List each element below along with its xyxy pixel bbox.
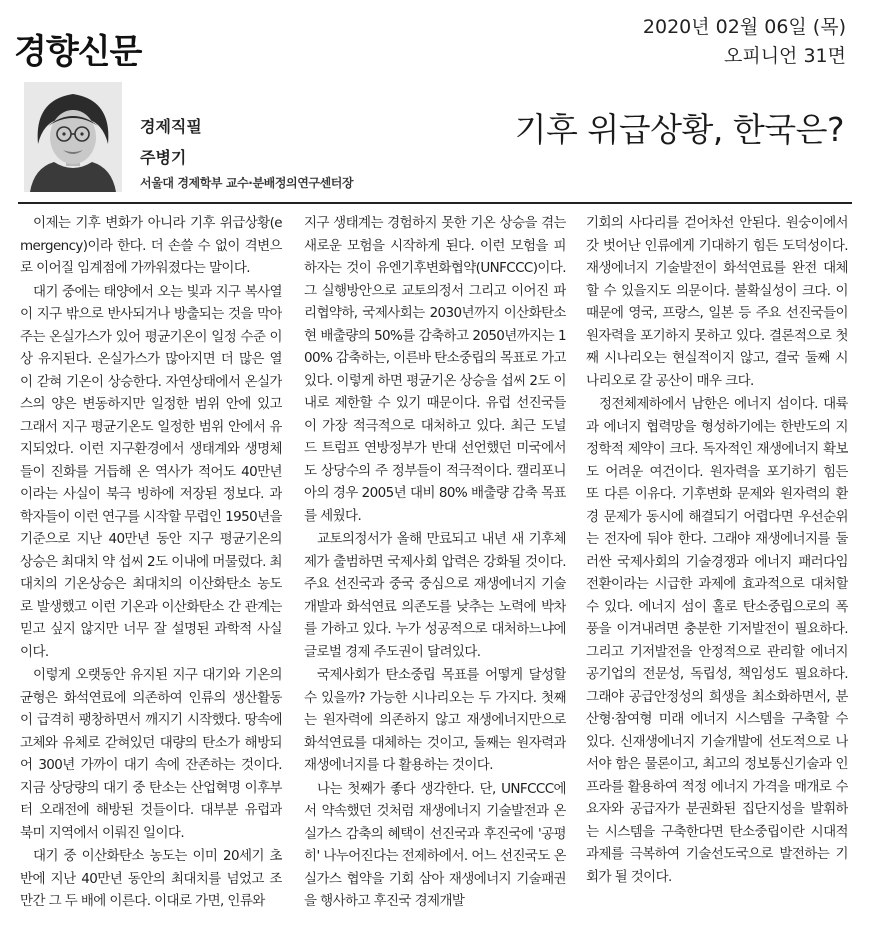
article-body	[20, 212, 858, 934]
paragraph: 지구 생태계는 경험하지 못한 기온 상승을 겪는 새로운 모험을 시작하게 된다. 이런 모험을 피하자는 것이 유엔기후변화협약(UNFCCC)이다. 그 실행방안으로 교토의정서 그리고 이어진 파리협약하, 국제사회는 2030년까지 이산화탄소 현 배출량의 50%를 감축하고 2050년까지는 100% 감축하는, 이른바 탄소중립의 목표로 가고 있다. 이렇게 하면 평균기온 상승을 섭씨 2도 이내로 제한할 수 있기 때문이다. 유럽 선진국들이 가장 적극적으로 대처하고 있다. 최근 도널드 트럼프 연방정부가 반대 선언했던 미국에서도 상당수의 주 정부들이 적극적이다. 캘리포니아의 경우 2005년 대비 80% 배출량 감축 목표를 세웠다.	[304, 215, 566, 524]
paragraph: 이제는 기후 변화가 아니라 기후 위급상황(emergency)이라 한다. 더 손쓸 수 없이 격변으로 이어질 임계점에 가까워졌다는 말이다.	[20, 215, 282, 276]
author-affiliation: 서울대 경제학부 교수·분배정의연구센터장	[140, 176, 354, 190]
author-name: 주병기	[140, 148, 187, 167]
article-column-1	[20, 212, 282, 934]
publication-meta	[643, 14, 846, 70]
paragraph: 나는 첫째가 좋다 생각한다. 단, UNFCCC에서 약속했던 것처럼 재생에너지 기술발전과 온실가스 감축의 혜택이 선진국과 후진국에 '공평히' 나누어진다는 전제하에서. 어느 선진국도 온실가스 협약을 기회 삼아 재생에너지 기술패권을 행사하고 후진국 경제개발	[304, 780, 566, 909]
publication-date: 2020년 02월 06일 (목)	[642, 16, 846, 38]
byline	[140, 114, 353, 191]
portrait-drawing	[24, 82, 122, 192]
header-divider	[18, 202, 852, 204]
paragraph: 대기 중에는 태양에서 오는 빛과 지구 복사열이 지구 밖으로 반사되거나 방출되는 것을 막아주는 온실가스가 있어 평균기온이 일정 수준 이상 유지된다. 온실가스가 많아지면 더 많은 열이 갇혀 기온이 상승한다. 자연상태에서 온실가스의 양은 변동하지만 일정한 범위 안에 있고 그래서 지구 평균기온도 일정한 범위 안에서 유지되었다. 이런 지구환경에서 생태계와 생명체들이 진화를 거듭해 온 역사가 적어도 40만년이라는 사실이 북극 빙하에 저장된 정보다. 과학자들이 이런 연구를 시작할 무렵인 1950년을 기준으로 지난 40만년 동안 지구 평균기온의 상승은 최대치 약 섭씨 2도 이내에 머물렀다. 최대치의 기온상승은 최대치의 이산화탄소 농도로 발생했고 이런 기온과 이산화탄소 간 관계는 믿고 싶지 않지만 너무 잘 설명된 과학적 사실이다.	[20, 283, 282, 660]
paragraph: 이렇게 오랫동안 유지된 지구 대기와 기온의 균형은 화석연료에 의존하여 인류의 생산활동이 급격히 팽창하면서 깨지기 시작했다. 땅속에 고체와 유체로 갇혀있던 대량의 탄소가 해방되어 300년 가까이 대기 속에 잔존하는 것이다. 지금 상당량의 대기 중 탄소는 산업혁명 이후부터 오래전에 해방된 것들이다. 대부분 유럽과 북미 지역에서 이뤄진 일이다.	[20, 667, 282, 841]
paragraph: 정전체제하에서 남한은 에너지 섬이다. 대륙과 에너지 협력망을 형성하기에는 한반도의 지정학적 제약이 크다. 독자적인 재생에너지 확보도 어려운 여건이다. 원자력을 포기하기 힘든 또 다른 이유다. 기후변화 문제와 원자력의 환경 문제가 동시에 해결되기 어렵다면 우선순위는 전자에 둬야 한다. 그래야 재생에너지를 둘러싼 국제사회의 기술경쟁과 에너지 패러다임 전환이라는 시급한 과제에 효과적으로 대처할 수 있다. 에너지 섬이 홀로 탄소중립으로의 폭풍을 이겨내려면 충분한 기저발전이 필요하다. 그리고 기저발전을 안정적으로 관리할 에너지 공기업의 전문성, 독립성, 책임성도 필요하다. 그래야 공급안정성의 희생을 최소화하면서, 분산형·참여형 미래 에너지 시스템을 구축할 수 있다. 신재생에너지 기술개발에 선도적으로 나서야 함은 물론이고, 최고의 정보통신기술과 인프라를 활용하여 적정 에너지 가격을 매개로 수요자와 공급자가 분권화된 집단지성을 발휘하는 시스템을 구축한다면 탄소중립이란 시대적 과제를 극복하여 기술선도국으로 발전하는 기회가 될 것이다.	[586, 396, 848, 885]
paragraph: 국제사회가 탄소중립 목표를 어떻게 달성할 수 있을까? 가능한 시나리오는 두 가지다. 첫째는 원자력에 의존하지 않고 재생에너지만으로 화석연료를 대체하는 것이고, 둘째는 원자력과 재생에너지를 다 활용하는 것이다.	[304, 667, 566, 773]
section-page: 오피니언 31면	[724, 45, 846, 67]
article-headline: 기후 위급상황, 한국은?	[514, 110, 844, 149]
article-column-3	[586, 212, 848, 934]
paragraph: 대기 중 이산화탄소 농도는 이미 20세기 초반에 지난 40만년 동안의 최대치를 넘었고 조만간 그 두 배에 이른다. 이대로 가면, 인류와	[20, 848, 282, 909]
paragraph: 기회의 사다리를 걷어차선 안된다. 원숭이에서 갓 벗어난 인류에게 기대하기 힘든 도덕성이다. 재생에너지 기술발전이 화석연료를 완전 대체할 수 있을지도 의문이다. 불확실성이 크다. 이 때문에 영국, 프랑스, 일본 등 주요 선진국들이 원자력을 포기하지 못하고 있다. 결론적으로 첫째 시나리오는 현실적이지 않고, 결국 둘째 시나리오로 갈 공산이 매우 크다.	[586, 215, 848, 389]
newspaper-masthead: 경향신문	[14, 32, 142, 72]
column-series-name: 경제직필	[140, 117, 202, 136]
paragraph: 교토의정서가 올해 만료되고 내년 새 기후체제가 출범하면 국제사회 압력은 강화될 것이다. 주요 선진국과 중국 중심으로 재생에너지 기술개발과 화석연료 의존도를 낮추는 노력에 박차를 가하고 있다. 누가 성공적으로 대처하느냐에 글로벌 경제 주도권이 달려있다.	[304, 531, 566, 660]
author-portrait-image	[24, 82, 122, 192]
article-column-2	[304, 212, 566, 934]
